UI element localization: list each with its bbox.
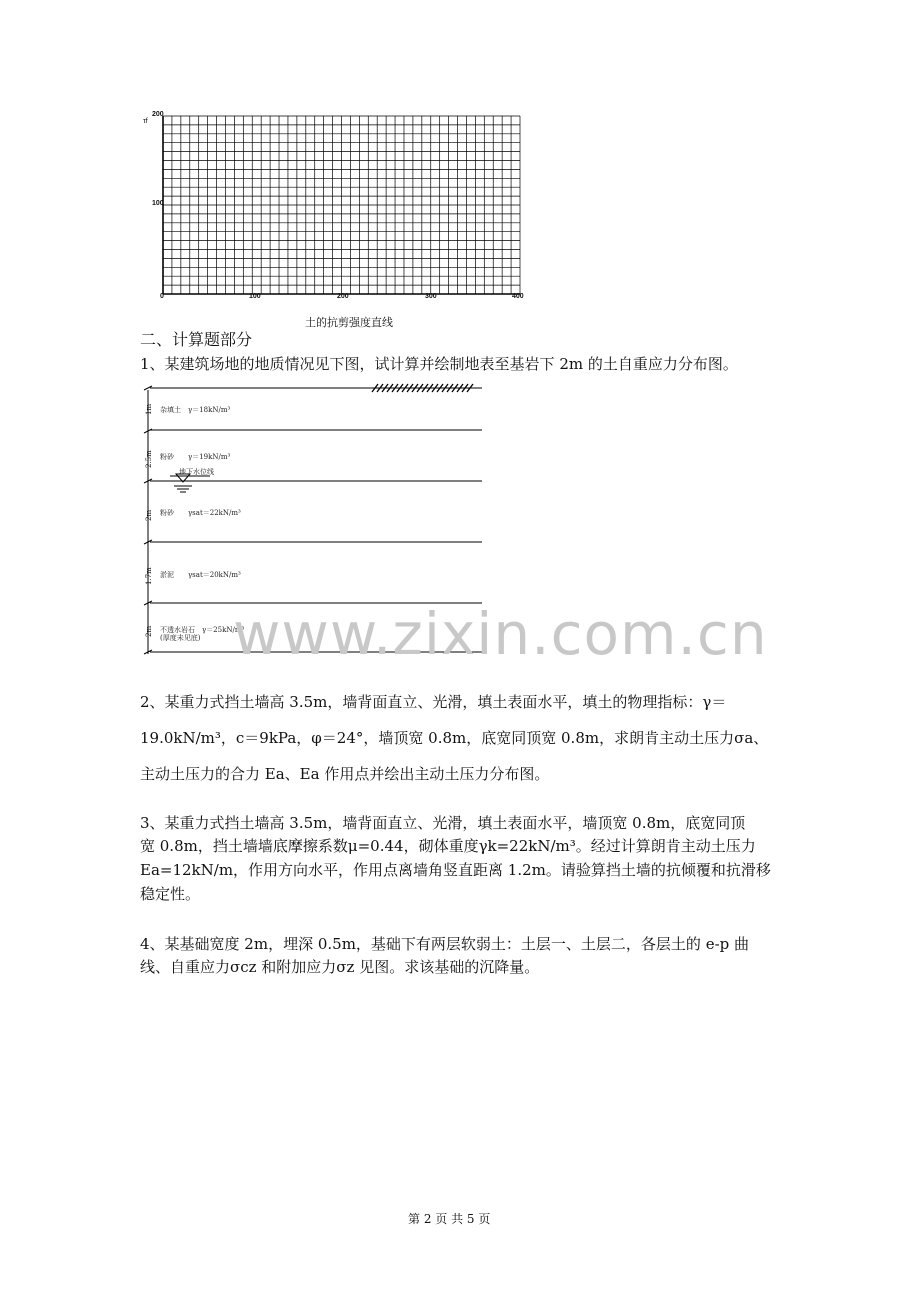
- water-table-label: 地下水位线: [179, 468, 214, 476]
- y-tick-100: 100: [152, 200, 164, 207]
- x-tick-400: 400: [512, 293, 524, 300]
- y-tick-200: 200: [152, 111, 164, 118]
- chart-caption: 土的抗剪强度直线: [305, 316, 393, 329]
- question-2-line-3: 主动土压力的合力 Ea、Ea 作用点并绘出主动土压力分布图。: [140, 765, 550, 783]
- layer-5-label: 不透水岩石 γ＝25kN/m³: [160, 626, 245, 634]
- question-3-line-3: Ea=12kN/m，作用方向水平，作用点离墙角竖直距离 1.2m。请验算挡土墙的抗倾覆和抗滑移: [140, 861, 771, 879]
- question-3-line-4: 稳定性。: [140, 885, 201, 903]
- question-4-line-1: 4、某基础宽度 2m，埋深 0.5m，基础下有两层软弱土：土层一、土层二，各层土的 e-p 曲: [140, 935, 750, 953]
- question-3-line-1: 3、某重力式挡土墙高 3.5m，墙背面直立、光滑，填土表面水平，墙顶宽 0.8m，底宽同顶: [140, 814, 746, 832]
- thickness-layer-5: 2m: [145, 625, 153, 637]
- layer-3-label: 粉砂 γsat＝22kN/m³: [160, 509, 241, 517]
- thickness-layer-4: 1.7m: [145, 567, 153, 585]
- layer-1-label: 杂填土 γ＝18kN/m³: [160, 406, 231, 414]
- x-tick-300: 300: [425, 293, 437, 300]
- x-tick-0: 0: [160, 293, 164, 300]
- x-tick-200: 200: [337, 293, 349, 300]
- chart-grid: [140, 108, 540, 308]
- thickness-layer-1: 1m: [145, 403, 153, 415]
- page-footer: 第 2 页 共 5 页: [408, 1212, 491, 1226]
- layer-2-label: 粉砂 γ＝19kN/m³: [160, 453, 231, 461]
- section-title: 二、计算题部分: [140, 330, 253, 349]
- question-2-line-1: 2、某重力式挡土墙高 3.5m，墙背面直立、光滑，填土表面水平，填土的物理指标：γ＝: [140, 693, 727, 711]
- watermark: www.zixin.com.cn: [233, 600, 768, 668]
- question-1: 1、某建筑场地的地质情况见下图，试计算并绘制地表至基岩下 2m 的土自重应力分布图。: [140, 355, 738, 373]
- question-4-line-2: 线、自重应力σcz 和附加应力σz 见图。求该基础的沉降量。: [140, 958, 540, 976]
- x-tick-100: 100: [249, 293, 261, 300]
- question-3-line-2: 宽 0.8m，挡土墙墙底摩擦系数μ=0.44，砌体重度γk=22kN/m³。经过计算朗肯主动土压力: [140, 837, 756, 855]
- layer-4-label: 淤泥 γsat＝20kN/m³: [160, 571, 241, 579]
- thickness-layer-2: 2.5m: [145, 450, 153, 468]
- y-axis-symbol: τf: [143, 118, 148, 125]
- shear-strength-chart: [140, 108, 540, 308]
- rock-note: (厚度未见底): [160, 634, 201, 642]
- question-2-line-2: 19.0kN/m³，c＝9kPa，φ＝24°，墙顶宽 0.8m，底宽同顶宽 0.8m，求朗肯主动土压力σa、: [140, 729, 769, 747]
- thickness-layer-3: 2m: [145, 509, 153, 521]
